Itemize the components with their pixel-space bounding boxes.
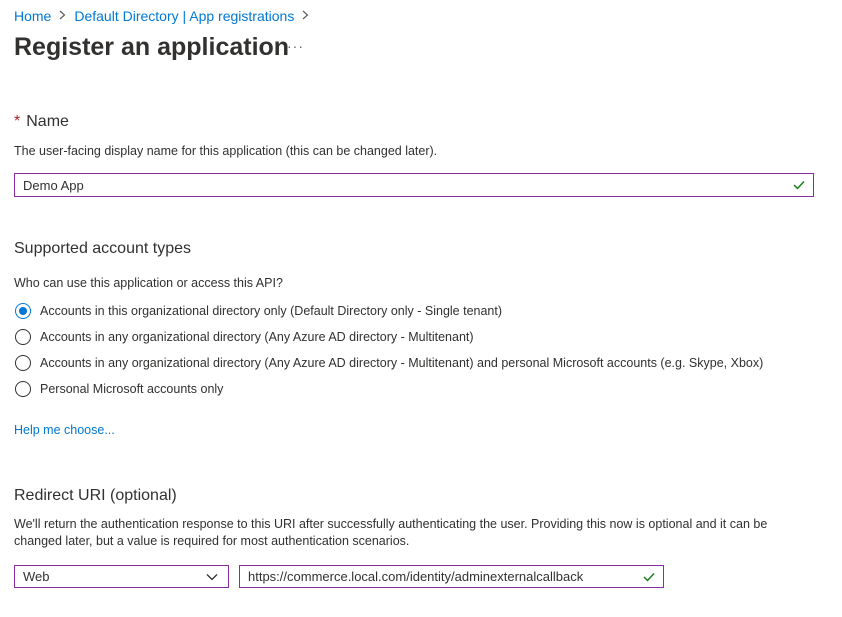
redirect-uri-description: We'll return the authentication response to this URI after successfully authenticating the user. Providing this now is optional and it can be changed later, but a value is required for most authentication scenarios. [14, 517, 768, 548]
redirect-uri-input[interactable] [239, 565, 664, 588]
name-section-label [14, 113, 69, 131]
more-options-icon[interactable]: ··· [287, 38, 304, 54]
radio-option-multitenant[interactable] [15, 329, 474, 345]
radio-button-selected[interactable] [15, 303, 31, 319]
chevron-right-icon [59, 9, 66, 23]
radio-option-label: Personal Microsoft accounts only [40, 382, 224, 396]
name-label: Name [26, 113, 69, 130]
account-types-label: Supported account types [14, 240, 192, 257]
radio-option-label: Accounts in any organizational directory (Any Azure AD directory - Multitenant) and personal Microsoft accounts (e.g. Skype, Xbox) [40, 356, 764, 370]
name-description: The user-facing display name for this application (this can be changed later). [14, 144, 438, 158]
platform-select[interactable] [14, 565, 229, 588]
radio-button[interactable] [15, 381, 31, 397]
radio-button[interactable] [15, 355, 31, 371]
redirect-uri-label: Redirect URI (optional) [14, 487, 177, 504]
checkmark-icon [789, 180, 809, 190]
name-input-value: Demo App [23, 177, 84, 193]
breadcrumb-home-link[interactable]: Home [14, 8, 52, 24]
radio-option-single-tenant[interactable] [15, 303, 502, 319]
checkmark-icon [639, 572, 659, 582]
name-input[interactable] [14, 173, 814, 197]
required-marker: * [14, 113, 21, 130]
chevron-right-icon [302, 9, 309, 23]
account-types-question: Who can use this application or access this API? [14, 276, 283, 290]
breadcrumb-app-registrations-link[interactable]: Default Directory | App registrations [74, 8, 295, 24]
platform-select-value: Web [23, 569, 50, 584]
radio-button[interactable] [15, 329, 31, 345]
breadcrumb [14, 8, 317, 24]
radio-option-label: Accounts in any organizational directory (Any Azure AD directory - Multitenant) [40, 330, 474, 344]
chevron-down-icon [200, 573, 224, 581]
page-title: Register an application [14, 33, 290, 61]
radio-option-personal-only[interactable] [15, 381, 223, 397]
redirect-uri-value: https://commerce.local.com/identity/adminexternalcallback [248, 569, 584, 584]
radio-option-label: Accounts in this organizational directory only (Default Directory only - Single tenant) [40, 304, 503, 318]
radio-option-multitenant-personal[interactable] [15, 355, 763, 371]
help-me-choose-link[interactable]: Help me choose... [14, 423, 115, 437]
